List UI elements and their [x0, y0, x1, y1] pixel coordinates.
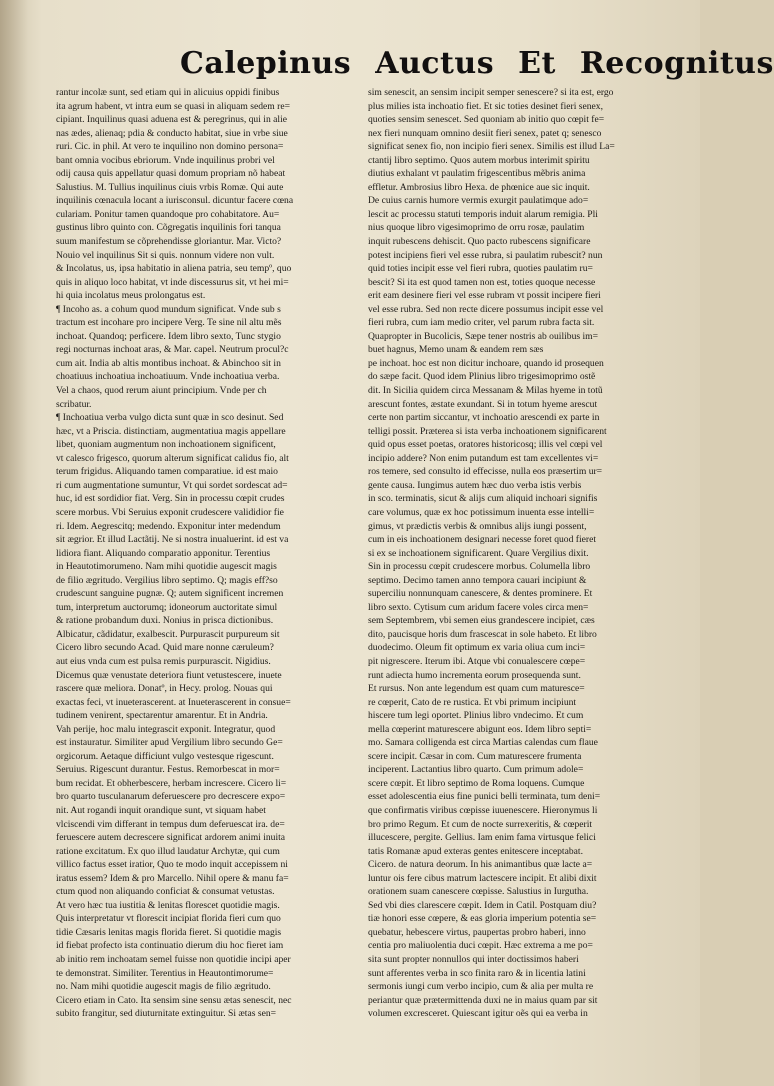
text-line: ctantij libro septimo. Quos autem morbus interimit spiritu: [368, 154, 590, 166]
text-line: libet, quoniam augmentum non inchoationem significent,: [56, 439, 276, 451]
text-line: mo. Samara colligenda est circa Martias calendas cum flaue: [368, 737, 598, 749]
text-line: Salustius. M. Tullius inquilinus ciuis vrbis Romæ. Qui aute: [56, 181, 284, 193]
left-text-column: [56, 86, 366, 1046]
text-line: dito, paucisque horis dum frascescat in sole habeto. Et libro: [368, 628, 597, 640]
text-line: scere morbus. Vbi Seruius exponit crudescere valididior fie: [56, 506, 284, 518]
text-line: Dicemus quæ venustate deteriora fiunt vetustescere, inuete: [56, 669, 282, 681]
text-line: nit. Aut rogandi inquit orandique sunt, vt siquam habet: [56, 804, 266, 816]
text-line: bescit? Si ita est quod tamen non est, toties quoque necesse: [368, 276, 596, 288]
text-line: sit ægrior. Et illud Lactãtij. Ne si nostra inualuerint. id est va: [56, 534, 289, 546]
text-line: volumen excresceret. Quiescant igitur oẽs qui ea verba in: [368, 1008, 588, 1020]
text-line: Seruius. Rigescunt durantur. Festus. Remorbescat in mor=: [56, 764, 280, 776]
text-line: huc, id est sordidior fiat. Verg. Sin in processu cœpit crudes: [56, 493, 285, 505]
text-line: Cicero libro secundo Acad. Quid mare nonne cæruleum?: [56, 642, 274, 654]
text-line: Vel a chaos, quod rerum aiunt principium. Vnde per ch: [56, 385, 267, 397]
text-line: plus milies ista inchoatio fiet. Et sic toties desinet fieri senex,: [368, 100, 603, 112]
text-line: libro sexto. Cytisum cum aridum facere voles circa men=: [368, 601, 589, 613]
text-line: orationem suam canescere cœpisse. Salustius in Iurgutha.: [368, 886, 589, 898]
text-line: diutius exhalant vt paulatim frigescentibus mẽbris anima: [368, 168, 586, 180]
text-line: rantur incolæ sunt, sed etiam qui in alicuius oppidi finibus: [56, 87, 280, 98]
text-line: scere incipit. Cæsar in com. Cum maturescere frumenta: [368, 750, 582, 762]
text-line: si ex se inchoationem significarent. Quare Vergilius dixit.: [368, 547, 589, 559]
text-line: gimus, vt prædictis verbis & omnibus alijs iungi possent,: [368, 520, 587, 532]
text-line: periantur quæ prætermittenda duxi ne in maius quam par sit: [368, 994, 598, 1006]
text-line: subito frangitur, sed diuturnitate extinguitur. Si ætas sen=: [56, 1008, 277, 1020]
text-line: ruri. Cic. in phil. At vero te inquilino non domino persona=: [56, 141, 284, 153]
text-line: id fiebat profecto ista continuatio dierum diu hoc fieret iam: [56, 940, 284, 952]
text-line: buet hagnus, Memo unam & eandem rem sæs: [368, 344, 544, 356]
text-line: bum recidat. Et obherbescere, herbam increscere. Cicero li=: [56, 777, 287, 789]
text-line: telligi possit. Præterea si ista verba inchoationem significarent: [368, 425, 607, 437]
text-line: tiæ honori esse cœpere, & eas gloria imperium potentia se=: [368, 913, 597, 925]
text-line: ita agrum habent, vt intra eum se quasi in aliquam sedem re=: [56, 100, 290, 112]
text-line: ratione excitatum. Ex quo illud laudatur Archytæ, qui cum: [56, 845, 280, 857]
header-word-4: Recognitus: [579, 46, 774, 81]
header-word-1: Calepinus: [180, 46, 352, 81]
text-line: tudinem venirent, spectarentur amarentur. Et in Andria.: [56, 710, 268, 722]
text-line: tatis Romanæ apud exteras gentes enitescere inceptabat.: [368, 845, 583, 857]
text-line: ¶ Inchoatiua verba vulgo dicta sunt quæ in sco desinut. Sed: [56, 412, 284, 424]
text-line: effletur. Ambrosius libro Hexa. de phœnice aue sic inquit.: [368, 181, 590, 193]
text-line: Cicero etiam in Cato. Ita sensim sine sensu ætas senescit, nec: [56, 994, 292, 1006]
text-line: cum in eis inchoationem designari necesse foret quod fieret: [368, 534, 597, 546]
text-line: Sin in processu cœpit crudescere morbus. Columella libro: [368, 561, 591, 573]
header-word-3: Et: [518, 46, 556, 81]
text-line: cipiant. Inquilinus quasi aduena est & peregrinus, qui in alie: [56, 114, 287, 126]
text-line: ros temere, sed consulto id effecisse, nulla eos præsertim ur=: [368, 466, 603, 478]
text-line: runt adiecta humo incrementa eorum prosequenda sunt.: [368, 669, 581, 681]
text-line: bro primo Regum. Et cum de nocte surrexeritis, & cœperit: [368, 818, 593, 830]
text-line: choatiuus inchoatiua inchoatiuum. Vnde inchoatiua verba.: [56, 371, 280, 383]
text-line: terum frigidus. Aliquando tamen comparatiue. id est maio: [56, 466, 278, 478]
text-line: hæc, vt a Priscia. distinctiam, augmentatiua magis appellare: [56, 425, 286, 437]
text-line: exactas feci, vt inueterascerent. at Inueterascerent in consue=: [56, 696, 291, 708]
text-line: Albicatur, cãdidatur, exalbescit. Purpurascit purpureum sit: [56, 628, 280, 640]
text-line: centia pro maliuolentia duci cœpit. Hæc extrema a me po=: [368, 940, 593, 952]
text-line: ¶ Incoho as. a cohum quod mundum significat. Vnde sub s: [56, 303, 281, 315]
text-line: vt calesco frigesco, quorum alterum significat calidus fio, alt: [56, 452, 289, 464]
text-line: culariam. Ponitur tamen quandoque pro cohabitatore. Au=: [56, 208, 280, 220]
text-line: rascere quæ meliora. Donatº, in Hecy. prolog. Nouas qui: [56, 683, 273, 695]
text-line: sunt afferentes verba in sco finita raro & in licentia latini: [368, 967, 586, 979]
text-line: est instauratur. Similiter apud Vergilium libro secundo Ge=: [56, 737, 283, 749]
text-line: quoties sensim senescet. Sed quoniam ab initio quo cœpit fe=: [368, 114, 605, 126]
text-line: sermonis iungi cum verbo incipio, cum & alia per multa re: [368, 981, 594, 993]
text-line: septimo. Decimo tamen anno tempora cauari incipiunt &: [368, 574, 587, 586]
text-line: do sæpe facit. Quod idem Plinius libro trigesimoprimo ostẽ: [368, 371, 596, 383]
text-line: esset adolescentia eius fine punici belli terminata, tum deni=: [368, 791, 601, 803]
header-word-2: Auctus: [375, 46, 495, 81]
text-line: mella cœperint maturescere abigunt eos. Idem libro septi=: [368, 723, 592, 735]
text-line: tidie Cæsaris lenitas magis florida fieret. Si quotidie magis: [56, 926, 282, 938]
text-line: Nouio vel inquilinus Sit si quis. nonnum videre non vult.: [56, 249, 275, 261]
text-line: orgicorum. Aetaque difficiunt vulgo vestesque rigescunt.: [56, 750, 274, 762]
text-line: quid opus esset poetas, oratores historicosq; illis vel cœpi vel: [368, 439, 603, 451]
text-line: bant omnia vocibus ebriorum. Vnde inquilinus probri vel: [56, 154, 275, 166]
text-line: illucescere, pergite. Gellius. Iam enim fama virtusque felici: [368, 832, 596, 844]
text-line: bro quarto tusculanarum deferuescere pro decrescere expo=: [56, 791, 286, 803]
text-line: sita sunt propter nonnullos qui inter doctissimos haberi: [368, 954, 579, 965]
text-line: odij causa quis appellatur quasi domum propriam nõ habeat: [56, 168, 286, 180]
text-line: iratus essem? Idem & pro Marcello. Nihil opere & manu fa=: [56, 872, 289, 884]
text-line: care volumus, quæ ex hoc potissimum inuenta esse intelli=: [368, 506, 595, 518]
text-line: hi quia incolatus meus prolongatus est.: [56, 290, 206, 302]
text-line: quis in aliquo loco habitat, vt inde discessurus sit, vt hei mi=: [56, 276, 289, 288]
text-line: lidiora fiant. Aliquando comparatio apponitur. Terentius: [56, 547, 271, 559]
text-line: que confirmatis viribus cœpisse iuuenescere. Hieronymus li: [368, 804, 598, 816]
text-line: ab initio rem inchoatam semel fuisse non quotidie incipi aper: [56, 954, 291, 965]
text-line: & ratione probandum duxi. Nonius in prisca dictionibus.: [56, 615, 274, 627]
text-line: luntur ois fere cibus matrum lactescere incipit. Et alibi dixit: [368, 872, 597, 884]
text-line: te demonstrat. Similiter. Terentius in Heautontimorume=: [56, 967, 274, 979]
text-line: Quapropter in Bucolicis, Sæpe tener nostris ab ouilibus im=: [368, 330, 599, 342]
text-line: incipio addere? Non enim putandum est tam excellentes vi=: [368, 452, 599, 464]
text-line: gustinus libro quinto con. Cõgregatis inquilinis fori tanqua: [56, 222, 281, 234]
text-line: gente causa. Iungimus autem hæc duo verba istis verbis: [368, 479, 582, 491]
text-line: erit eam desinere fieri vel esse rubram vt possit incipere fieri: [368, 290, 601, 302]
text-line: significat senex fio, non incipio fieri senex. Similis est illud La=: [368, 141, 615, 153]
text-line: certe non partim siccantur, vt inchoatio arescendi ex parte in: [368, 412, 600, 424]
text-line: ctum quod non aliquando conficiat & consumat vetustas.: [56, 886, 275, 898]
text-line: regi nocturnas inchoat aras, & Mar. capel. Neutrum procul?c: [56, 344, 289, 356]
text-line: vel esse rubra. Sed non recte dicere possumus incipit esse vel: [368, 303, 604, 315]
text-line: tractum est incohare pro incipere Verg. Te sine nil altu mẽs: [56, 317, 282, 329]
text-line: in sco. terminatis, sicut & alijs cum aliquid inchoari signifis: [368, 493, 598, 505]
text-line: duodecimo. Oleum fit optimum ex varia oliua cum inci=: [368, 642, 586, 654]
text-line: inchoat. Quandoq; perficere. Idem libro sexto, Tunc stygio: [56, 330, 281, 342]
text-line: hiscere tum legi oportet. Plinius libro vndecimo. Et cum: [368, 710, 584, 722]
text-line: ri. Idem. Aegrescitq; medendo. Exponitur inter medendum: [56, 520, 281, 532]
text-line: nius quoque libro vigesimoprimo de orru rosæ, paulatim: [368, 222, 585, 234]
running-header: [180, 46, 774, 86]
text-line: inquilinis cœnacula locant a iurisconsul. dicuntur facere cœna: [56, 195, 294, 207]
text-line: re cœperit, Cato de re rustica. Et vbi primum incipiunt: [368, 696, 577, 708]
text-line: vlciscendi vim differant in tempus dum deferuescat ira. de=: [56, 818, 285, 830]
text-line: villico factus esset iratior, Quo te modo inquit accepissem ni: [56, 859, 288, 871]
text-line: ri cum augmentatione sumuntur, Vt qui sordet sordescat ad=: [56, 479, 288, 491]
text-line: feruescere autem decrescere significat ardorem animi inuita: [56, 832, 286, 844]
text-line: sem Septembrem, vbi semen eius grandescere incipiet, cæs: [368, 615, 595, 627]
text-line: Et rursus. Non ante legendum est quam cum maturesce=: [368, 683, 585, 695]
text-line: crudescunt sanguine pugnæ. Q; autem significent incremen: [56, 588, 284, 600]
text-line: nas ædes, alienaq; pdia & conducto habitat, siue in vrbe siue: [56, 127, 288, 139]
text-line: Cicero. de natura deorum. In his animantibus quæ lacte a=: [368, 859, 593, 871]
text-line: fieri rubra, cum iam medio criter, vel parum rubra facta sit.: [368, 317, 595, 329]
text-line: arescunt fontes, æstate exundant. Si in totum hyeme arescut: [368, 398, 598, 410]
text-line: pe inchoat. hoc est non dicitur inchoare, quando id prosequen: [368, 357, 604, 369]
text-line: Quis interpretatur vt florescit incipiat florida fieri cum quo: [56, 913, 281, 925]
text-line: potest incipiens fieri vel esse rubra, si paulatim rubescit? nun: [368, 249, 603, 261]
text-line: cum ait. India ab altis montibus inchoat. & Abinchoo sit in: [56, 357, 281, 369]
text-line: & Incolatus, us, ipsa habitatio in aliena patria, seu tempº, quo: [56, 263, 292, 275]
text-line: scere cœpit. Et libro septimo de Roma loquens. Cumque: [368, 777, 585, 789]
text-line: Vah perije, hoc malu integrascit exponit. Integratur, quod: [56, 723, 276, 735]
text-line: no. Nam mihi quotidie augescit magis de filio ægritudo.: [56, 981, 271, 993]
text-line: sim senescit, an sensim incipit semper senescere? si ita est, ergo: [368, 87, 614, 98]
text-line: quebatur, hebescere virtus, paupertas probro haberi, inno: [368, 926, 586, 938]
text-line: Sed vbi dies clarescere cœpit. Idem in Catil. Postquam diu?: [368, 899, 597, 911]
text-line: superciliu nonnunquam canescere, & dentes prominere. Et: [368, 588, 593, 600]
text-line: inciperent. Lactantius libro quarto. Cum primum adole=: [368, 764, 584, 776]
text-line: aut eius vnda cum est pulsa remis purpurascit. Nigidius.: [56, 655, 271, 667]
text-line: tum, interpretum auctorumq; idoneorum auctoritate simul: [56, 601, 278, 613]
text-line: inquit rubescens dehiscit. Quo pacto rubescens significare: [368, 236, 591, 248]
text-line: scribatur.: [56, 398, 92, 410]
text-line: dit. In Sicilia quidem circa Messanam & Milas hyeme in totũ: [368, 385, 603, 397]
right-text-column: [368, 86, 674, 1046]
text-line: de filio ægritudo. Vergilius libro septimo. Q; magis eff?so: [56, 574, 278, 586]
text-line: lescit ac processu statuti temporis induit alarum remigia. Pli: [368, 208, 598, 220]
text-line: pit nigrescere. Iterum ibi. Atque vbi conualescere cœpe=: [368, 655, 586, 667]
text-line: in Heautotimorumeno. Nam mihi quotidie augescit magis: [56, 561, 277, 573]
text-line: suum manifestum se cõprehendisse gloriantur. Mar. Victo?: [56, 236, 282, 248]
text-line: nex fieri nunquam omnino desiit fieri senex, patet q; senesco: [368, 127, 602, 139]
text-line: At vero hæc tua iustitia & lenitas florescet quotidie magis.: [56, 899, 280, 911]
text-line: De cuius carnis humore vermis exurgit paulatimque ado=: [368, 195, 589, 207]
text-line: quid toties incipit esse vel fieri rubra, quoties paulatim ru=: [368, 263, 593, 275]
